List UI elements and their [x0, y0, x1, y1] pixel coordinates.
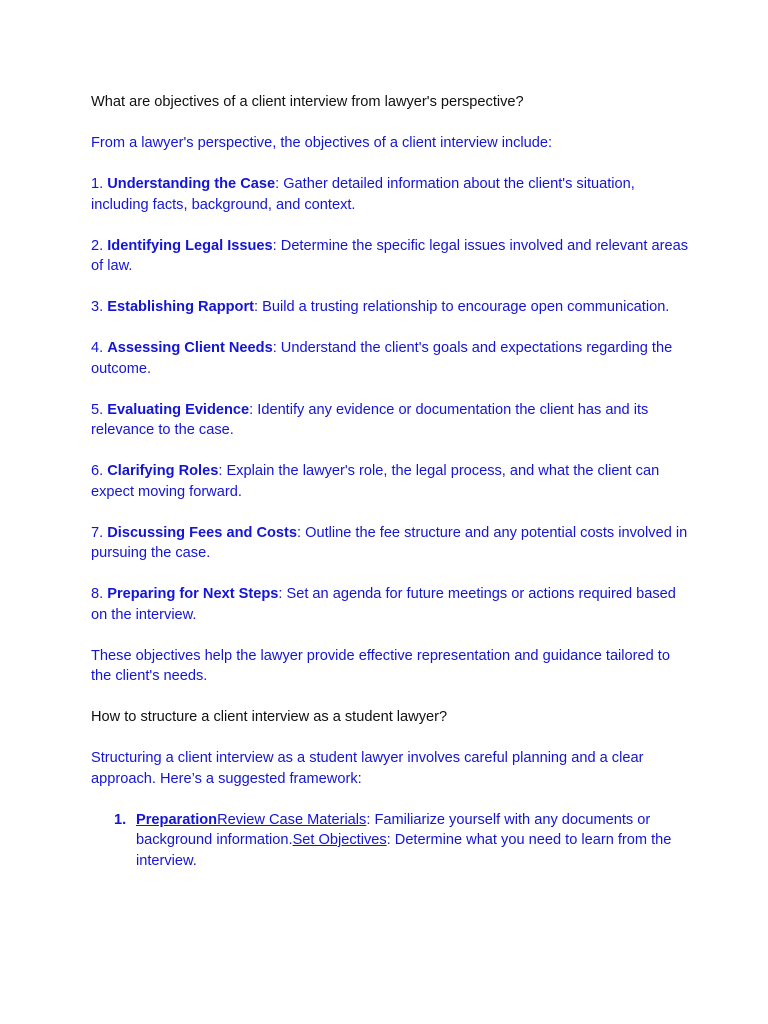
objective-item: 1. Understanding the Case: Gather detailed information about the client's situation, including facts, background, and context.	[91, 176, 635, 213]
preparation-link[interactable]: Preparation	[136, 811, 218, 828]
summary-1: These objectives help the lawyer provide effective representation and guidance tailored to the client's needs.	[91, 647, 670, 684]
objective-item: 8. Preparing for Next Steps: Set an agenda for future meetings or actions required based on the interview.	[91, 586, 676, 623]
objective-item: 5. Evaluating Evidence: Identify any evidence or documentation the client has and its relevance to the case.	[91, 401, 649, 438]
objective-title: Identifying Legal Issues	[107, 237, 273, 254]
objective-title: Clarifying Roles	[107, 463, 219, 479]
intro-2: Structuring a client interview as a student lawyer involves careful planning and a clear approach. Here’s a suggested framework:	[91, 750, 644, 787]
objective-item: 3. Establishing Rapport: Build a trusting relationship to encourage open communication.	[91, 299, 670, 315]
objective-title: Preparing for Next Steps	[107, 586, 279, 602]
framework-item-number: 1.	[114, 811, 127, 828]
review-case-materials-text: : Familiarize yourself with any documents or background information.	[136, 811, 651, 848]
objective-title: Evaluating Evidence	[107, 401, 250, 418]
objective-title: Discussing Fees and Costs	[107, 524, 298, 541]
objective-item: 7. Discussing Fees and Costs: Outline the fee structure and any potential costs involved in pursuing the case.	[91, 524, 688, 561]
objective-item: 6. Clarifying Roles: Explain the lawyer's role, the legal process, and what the client can expect moving forward.	[91, 463, 660, 500]
review-case-materials-link[interactable]: Review Case Materials	[217, 811, 367, 828]
objectives-list	[91, 174, 691, 646]
document-page	[91, 92, 691, 871]
framework-item-preparation	[114, 810, 691, 872]
objective-item: 4. Assessing Client Needs: Understand the client's goals and expectations regarding the outcome.	[91, 340, 673, 377]
question-1: What are objectives of a client interview from lawyer's perspective?	[91, 94, 524, 110]
intro-1: From a lawyer's perspective, the objectives of a client interview include:	[91, 135, 553, 151]
objective-title: Assessing Client Needs	[107, 340, 273, 356]
objective-item: 2. Identifying Legal Issues: Determine the specific legal issues involved and relevant areas of law.	[91, 237, 689, 274]
objective-title: Understanding the Case	[107, 176, 276, 192]
question-2: How to structure a client interview as a student lawyer?	[91, 709, 448, 725]
objective-title: Establishing Rapport	[107, 299, 254, 315]
set-objectives-text: : Determine what you need to learn from the interview.	[136, 832, 672, 869]
set-objectives-link[interactable]: Set Objectives	[292, 832, 387, 848]
framework-list	[91, 810, 691, 872]
